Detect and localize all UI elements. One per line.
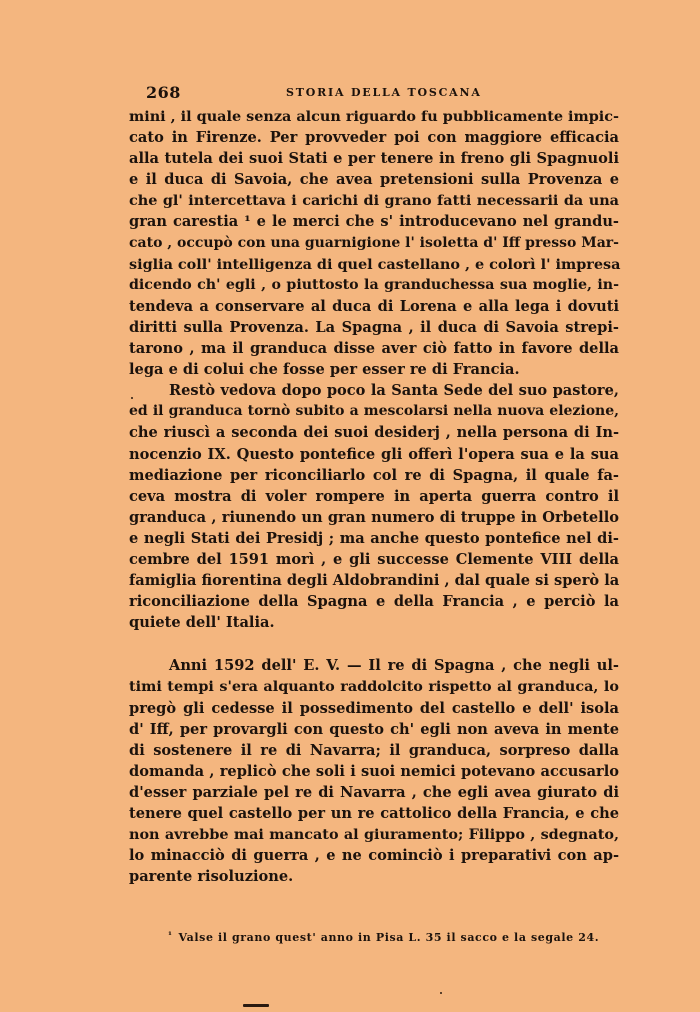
text-line: tendeva a conservare al duca di Lorena e alla lega i dovuti: [129, 297, 619, 315]
text-line: che gl' intercettava i carichi di grano fatti necessarii da una: [129, 192, 619, 210]
text-line: famiglia fiorentina degli Aldobrandini , dal quale si sperò la: [129, 572, 620, 590]
page-header: [128, 83, 618, 103]
text-line: non avrebbe mai mancato al giuramento; Filippo , sdegnato,: [129, 826, 619, 844]
text-line: gran carestia ¹ e le merci che s' introducevano nel grandu-: [129, 213, 619, 231]
text-line: siglia coll' intelligenza di quel castellano , e colorì l' impresa: [129, 255, 621, 273]
text-line: granduca , riunendo un gran numero di truppe in Orbetello: [129, 508, 619, 526]
footnote-text: Valse il grano quest' anno in Pisa L. 35 il sacco e la segale 24.: [178, 931, 600, 944]
text-line: cato in Firenze. Per provveder poi con maggiore efficacia: [129, 129, 619, 147]
text-line: parente risoluzione.: [129, 868, 294, 886]
text-line: lega e di colui che fosse per esser re di Francia.: [129, 361, 520, 379]
body-text: [129, 106, 619, 887]
text-line: Anni 1592 dell' E. V. — Il re di Spagna , che negli ul-: [169, 657, 619, 675]
paragraph: [129, 380, 619, 633]
paragraph: [129, 655, 619, 887]
text-line: nocenzio IX. Questo pontefice gli offerì l'opera sua e la sua: [129, 445, 619, 463]
text-line: ceva mostra di voler rompere in aperta guerra contro il: [129, 487, 619, 505]
text-line: diritti sulla Provenza. La Spagna , il duca di Savoia strepi-: [129, 318, 619, 336]
text-line: che riuscì a seconda dei suoi desiderj , nella persona di In-: [129, 424, 619, 442]
text-line: dicendo ch' egli , o piuttosto la granduchessa sua moglie, in-: [129, 276, 619, 293]
text-line: d'esser parziale pel re di Navarra , che egli avea giurato di: [129, 783, 619, 801]
text-line: domanda , replicò che soli i suoi nemici potevano accusarlo: [129, 762, 619, 780]
text-line: pregò gli cedesse il possedimento del castello e dell' isola: [129, 699, 619, 717]
ink-speck: [440, 992, 442, 994]
ink-speck: [131, 397, 133, 399]
footnote-marker: ¹: [168, 931, 173, 941]
page-number: 268: [146, 83, 181, 102]
text-line: mediazione per riconciliarlo col re di Spagna, il quale fa-: [129, 466, 619, 484]
footnote: [168, 931, 599, 944]
text-line: d' Iff, per provargli con questo ch' egli non aveva in mente: [129, 720, 619, 738]
text-line: e il duca di Savoia, che avea pretensioni sulla Provenza e: [129, 171, 619, 189]
text-line: alla tutela dei suoi Stati e per tenere in freno gli Spagnuoli: [129, 150, 619, 168]
text-line: riconciliazione della Spagna e della Francia , e perciò la: [129, 593, 619, 611]
text-line: tarono , ma il granduca disse aver ciò fatto in favore della: [129, 340, 619, 358]
running-head: STORIA DELLA TOSCANA: [286, 86, 482, 99]
text-line: e negli Stati dei Presidj ; ma anche questo pontefice nel di-: [129, 529, 619, 547]
paragraph-gap: [129, 633, 619, 655]
text-line: tenere quel castello per un re cattolico della Francia, e che: [129, 805, 619, 822]
text-line: Restò vedova dopo poco la Santa Sede del suo pastore,: [169, 382, 619, 400]
text-line: ed il granduca tornò subito a mescolarsi nella nuova elezione,: [129, 403, 619, 420]
text-line: di sostenere il re di Navarra; il granduca, sorpreso dalla: [129, 741, 619, 759]
text-line: mini , il quale senza alcun riguardo fu pubblicamente impic-: [129, 108, 619, 125]
ink-speck: [243, 1004, 269, 1007]
text-line: timi tempi s'era alquanto raddolcito rispetto al granduca, lo: [129, 678, 619, 696]
text-line: cato , occupò con una guarnigione l' isoletta d' Iff presso Mar-: [129, 234, 619, 251]
paragraph: [129, 106, 619, 380]
text-line: quiete dell' Italia.: [129, 614, 275, 632]
text-line: cembre del 1591 morì , e gli successe Clemente VIII della: [129, 550, 619, 568]
text-line: lo minacciò di guerra , e ne cominciò i preparativi con ap-: [129, 847, 619, 865]
